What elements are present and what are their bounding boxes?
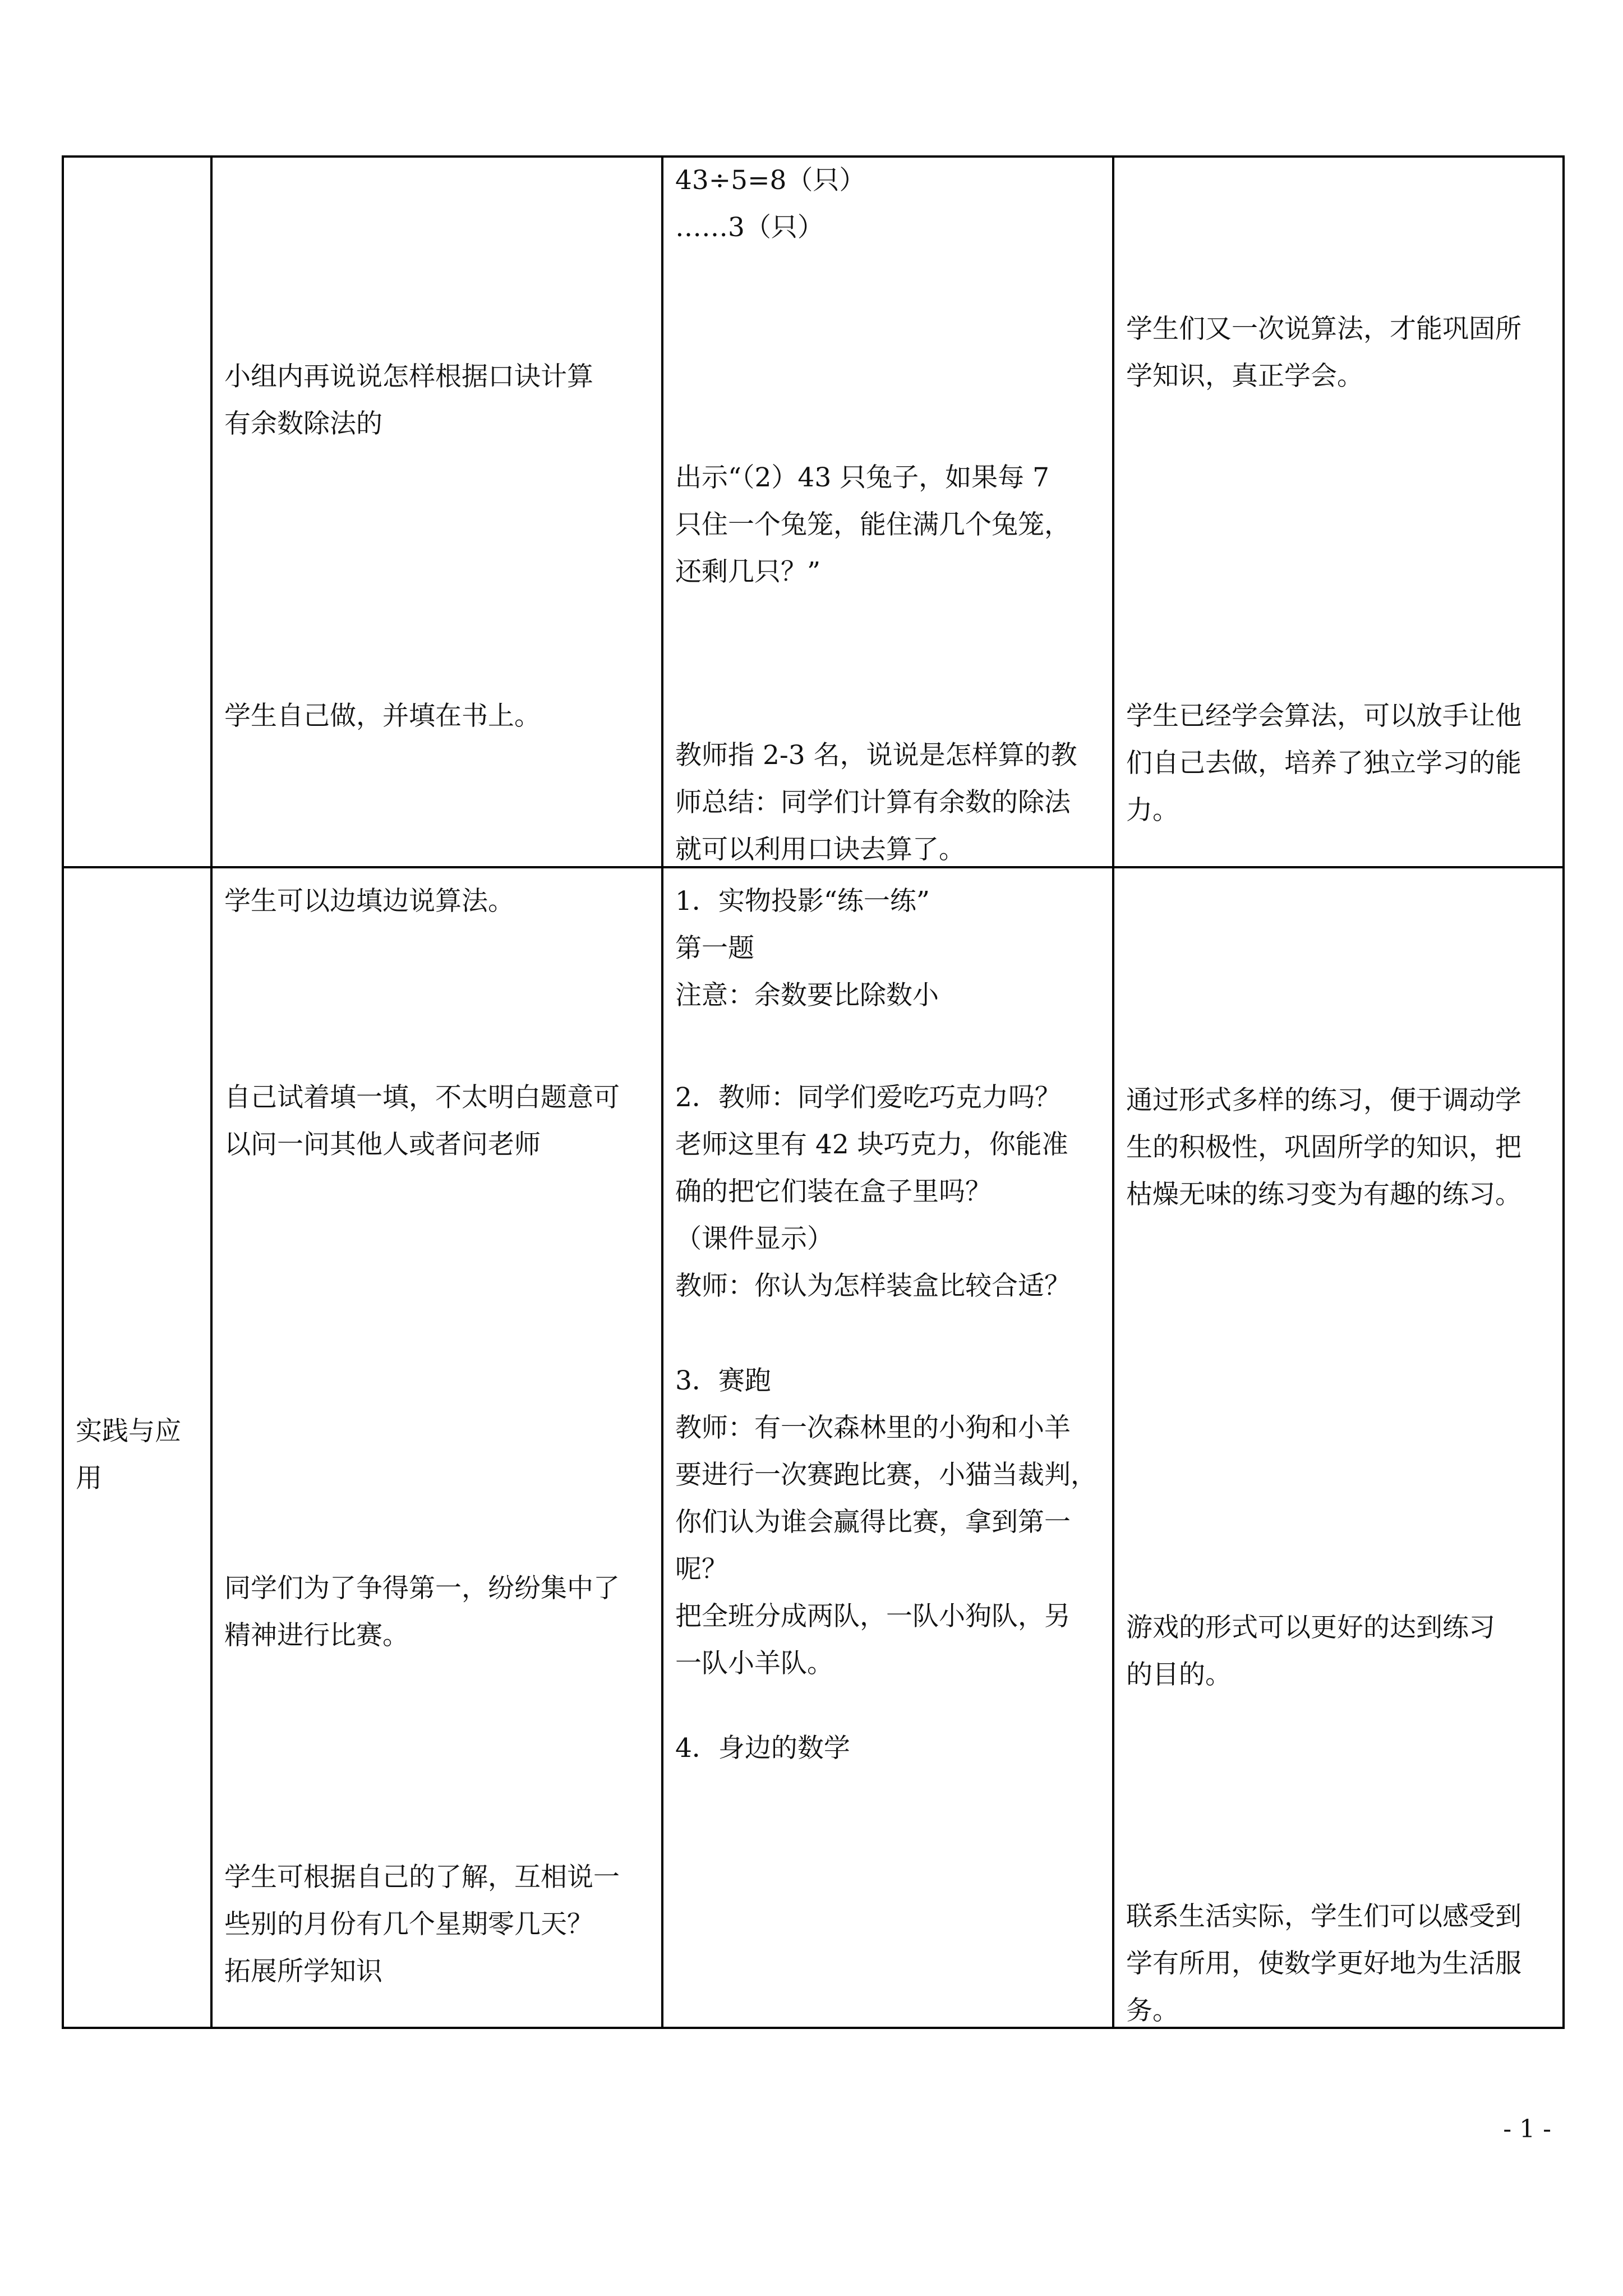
row2-teacher-block-3	[675, 1358, 1097, 1687]
text-line: 些别的月份有几个星期零几天？	[224, 1909, 593, 1940]
column-divider-1	[210, 155, 213, 2029]
row1-student-block-2	[224, 693, 541, 740]
text-line: 游戏的形式可以更好的达到练习	[1126, 1612, 1495, 1643]
text-line: 你们认为谁会赢得比赛，拿到第一	[675, 1507, 1071, 1538]
row2-intent-block-2	[1126, 1604, 1495, 1699]
text-line: 只住一个兔笼，能住满几个兔笼，	[675, 509, 1071, 540]
text-line: 枯燥无味的练习变为有趣的练习。	[1126, 1179, 1521, 1210]
table-right-border	[1562, 155, 1565, 2029]
text-line: 用	[76, 1463, 102, 1494]
text-line: 拓展所学知识	[224, 1956, 382, 1987]
column-divider-2	[661, 155, 663, 2029]
text-line: 要进行一次赛跑比赛，小猫当裁判，	[675, 1460, 1097, 1490]
text-line: 老师这里有 42 块巧克力，你能准	[675, 1129, 1068, 1160]
text-line: 自己试着填一填，不太明白题意可	[224, 1082, 620, 1113]
text-line: 43÷5=8（只）	[675, 165, 866, 196]
row1-intent-block-2	[1126, 693, 1521, 834]
row2-student-block-2	[224, 1074, 620, 1168]
row1-teacher-block-2	[675, 454, 1071, 596]
text-line: 把全班分成两队，一队小狗队，另	[675, 1601, 1071, 1632]
text-line: 确的把它们装在盒子里吗？	[675, 1176, 992, 1207]
text-line: 3．赛跑	[675, 1365, 771, 1396]
phase-label-practice	[76, 1408, 181, 1502]
column-divider-3	[1112, 155, 1114, 2029]
text-line: 学生自己做，并填在书上。	[224, 701, 541, 731]
text-line: 出示“（2）43 只兔子，如果每 7	[675, 462, 1050, 493]
text-line: 呢？	[675, 1554, 728, 1585]
row1-student-block-1	[224, 353, 593, 448]
text-line: 教师指 2-3 名，说说是怎样算的教	[675, 740, 1077, 771]
text-line: 实践与应	[76, 1416, 181, 1447]
text-line: 学生已经学会算法，可以放手让他	[1126, 701, 1521, 731]
text-line: 力。	[1126, 795, 1179, 826]
text-line: 2．教师：同学们爱吃巧克力吗？	[675, 1082, 1061, 1113]
text-line: 注意：余数要比除数小	[675, 980, 939, 1011]
text-line: 学生可以边填边说算法。	[224, 886, 514, 917]
text-line: 学有所用，使数学更好地为生活服	[1126, 1948, 1521, 1979]
text-line: 精神进行比赛。	[224, 1620, 409, 1651]
text-line: 小组内再说说怎样根据口诀计算	[224, 361, 593, 392]
row2-student-block-4	[224, 1854, 620, 1995]
text-line: 学生可根据自己的了解，互相说一	[224, 1862, 620, 1893]
text-line: 4．身边的数学	[675, 1733, 850, 1764]
text-line: 还剩几只？”	[675, 556, 821, 587]
text-line: 同学们为了争得第一，纷纷集中了	[224, 1573, 620, 1604]
text-line: 务。	[1126, 1995, 1179, 2026]
text-line: 通过形式多样的练习，便于调动学	[1126, 1085, 1521, 1116]
text-line: （课件显示）	[675, 1223, 833, 1254]
text-line: 们自己去做，培养了独立学习的能	[1126, 748, 1521, 779]
row2-student-block-1	[224, 878, 514, 925]
table-left-border	[62, 155, 64, 2029]
text-line: 教师：有一次森林里的小狗和小羊	[675, 1412, 1071, 1443]
text-line: 第一题	[675, 933, 754, 964]
row1-teacher-block-1	[675, 157, 865, 251]
row2-intent-block-3	[1126, 1893, 1521, 2035]
row2-student-block-3	[224, 1565, 620, 1659]
text-line: 师总结：同学们计算有余数的除法	[675, 787, 1071, 818]
text-line: 以问一问其他人或者问老师	[224, 1129, 541, 1160]
row2-teacher-block-1	[675, 878, 939, 1019]
text-line: 1．实物投影“练一练”	[675, 886, 930, 917]
text-line: 学生们又一次说算法，才能巩固所	[1126, 314, 1521, 344]
text-line: 学知识，真正学会。	[1126, 361, 1363, 392]
row2-intent-block-1	[1126, 1077, 1521, 1218]
text-line: 的目的。	[1126, 1659, 1232, 1690]
row2-teacher-block-2	[675, 1074, 1071, 1310]
text-line: 联系生活实际，学生们可以感受到	[1126, 1901, 1521, 1932]
page-number: - 1 -	[1503, 2115, 1551, 2143]
row1-teacher-block-3	[675, 732, 1077, 873]
text-line: 有余数除法的	[224, 408, 382, 439]
text-line: 生的积极性，巩固所学的知识，把	[1126, 1132, 1521, 1163]
text-line: 就可以利用口诀去算了。	[675, 834, 965, 865]
row1-intent-block-1	[1126, 306, 1521, 400]
text-line: ……3（只）	[675, 212, 824, 243]
row2-teacher-block-4	[675, 1725, 850, 1772]
text-line: 教师：你认为怎样装盒比较合适？	[675, 1271, 1071, 1301]
text-line: 一队小羊队。	[675, 1648, 833, 1679]
